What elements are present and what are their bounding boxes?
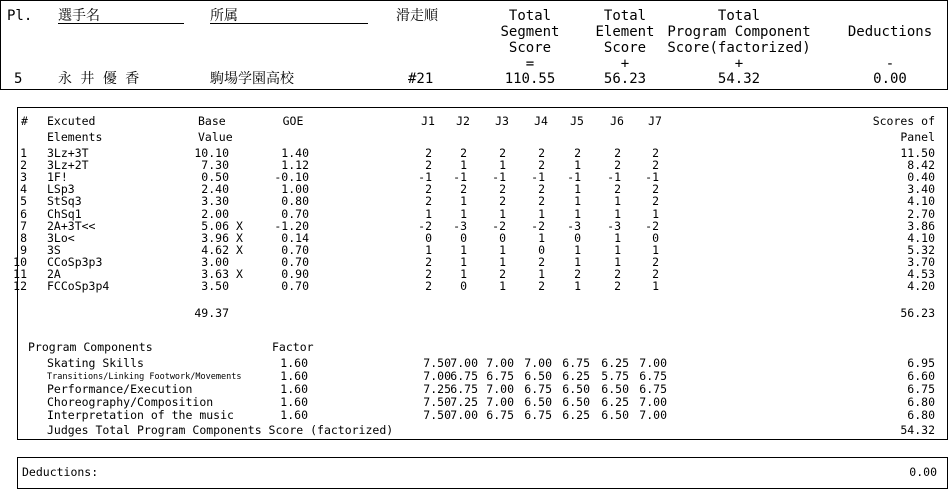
element-judge-score: 1 <box>652 206 659 221</box>
pcs-component-name: Performance/Execution <box>47 382 193 396</box>
skater-place: 5 <box>14 71 23 87</box>
element-num: 2 <box>20 158 27 173</box>
element-judge-score: 1 <box>499 242 506 257</box>
pcs-component-score: 6.60 <box>907 369 935 383</box>
element-code: 2A+3T<< <box>47 218 96 233</box>
element-judge-score: 1 <box>460 206 467 221</box>
element-judge-score: 2 <box>652 254 659 269</box>
col-judge-header: J2 <box>456 114 470 128</box>
element-judge-score: 2 <box>652 146 659 160</box>
element-bonus-mark: X <box>236 218 243 233</box>
element-judge-score: 1 <box>614 242 621 257</box>
pcs-judge-score: 7.50 <box>423 408 451 422</box>
col-base-header: Value <box>198 130 233 144</box>
pcs-component-score: 6.80 <box>907 395 935 409</box>
pcs-factor: 1.60 <box>280 356 308 370</box>
pcs-judge-score: 7.00 <box>423 369 451 383</box>
element-judge-score: 0 <box>425 230 432 245</box>
pcs-component-score: 6.95 <box>907 356 935 370</box>
element-judge-score: 2 <box>425 254 432 269</box>
element-code: FCCoSp3p4 <box>47 279 110 294</box>
element-num: 3 <box>20 170 27 185</box>
element-base-value: 3.50 <box>201 279 229 294</box>
total-element-score: 56.23 <box>603 71 647 87</box>
col-elem-header: Excuted <box>47 114 96 128</box>
pcs-factor: 1.60 <box>280 395 308 409</box>
pcs-judge-score: 7.00 <box>486 382 514 396</box>
header-name-label: 選手名 <box>58 9 184 24</box>
element-judge-score: -1 <box>645 170 659 185</box>
element-judge-score: -2 <box>418 218 432 233</box>
pcs-judge-score: 6.75 <box>450 382 478 396</box>
header-place-label: Pl. <box>7 8 33 24</box>
element-judge-score: 1 <box>574 194 581 209</box>
element-judge-score: 1 <box>460 254 467 269</box>
pcs-judge-score: 6.50 <box>562 395 590 409</box>
element-num: 7 <box>20 218 27 233</box>
element-code: 1F! <box>47 170 68 185</box>
header-ded-label: - <box>885 56 895 72</box>
element-panel-score: 4.53 <box>907 267 935 281</box>
element-judge-score: 1 <box>538 267 545 281</box>
element-base-value: 2.00 <box>201 206 229 221</box>
element-judge-score: 0 <box>499 230 506 245</box>
element-base-value: 3.96 <box>201 230 229 245</box>
element-base-value: 2.40 <box>201 182 229 197</box>
element-judge-score: -2 <box>492 218 506 233</box>
element-judge-score: -1 <box>531 170 545 185</box>
pcs-judge-score: 6.75 <box>639 382 667 396</box>
pcs-component-name: Transitions/Linking Footwork/Movements <box>47 372 242 382</box>
element-panel-score: 0.40 <box>907 170 935 185</box>
element-judge-score: 1 <box>425 206 432 221</box>
pcs-judge-score: 6.25 <box>601 356 629 370</box>
header-tes-label: Element <box>595 24 655 40</box>
col-judge-header: J7 <box>648 114 662 128</box>
element-judge-score: -2 <box>531 218 545 233</box>
element-goe: 0.70 <box>281 206 309 221</box>
element-judge-score: 2 <box>652 267 659 281</box>
element-judge-score: 2 <box>538 182 545 197</box>
element-judge-score: -1 <box>492 170 506 185</box>
element-panel-score: 2.70 <box>907 206 935 221</box>
element-judge-score: 2 <box>538 146 545 160</box>
element-judge-score: -1 <box>567 170 581 185</box>
element-judge-score: 2 <box>460 182 467 197</box>
element-panel-score: 11.50 <box>900 146 935 160</box>
pcs-judge-score: 6.25 <box>601 395 629 409</box>
element-code: 3Lz+3T <box>47 146 89 160</box>
element-judge-score: 2 <box>574 146 581 160</box>
col-judge-header: J4 <box>534 114 548 128</box>
element-judge-score: -3 <box>607 218 621 233</box>
total-segment-score: 110.55 <box>504 71 556 87</box>
element-judge-score: 2 <box>614 279 621 294</box>
element-judge-score: 2 <box>614 158 621 173</box>
element-judge-score: 1 <box>614 194 621 209</box>
element-judge-score: 1 <box>574 254 581 269</box>
pcs-component-score: 6.75 <box>907 382 935 396</box>
element-base-value: 7.30 <box>201 158 229 173</box>
pcs-judge-score: 6.25 <box>562 369 590 383</box>
element-code: 3Lz+2T <box>47 158 89 173</box>
element-base-value: 3.00 <box>201 254 229 269</box>
element-judge-score: 1 <box>652 242 659 257</box>
col-score-header: Scores of <box>872 114 935 128</box>
col-judge-header: J6 <box>610 114 624 128</box>
element-panel-score: 4.10 <box>907 230 935 245</box>
pcs-judge-score: 7.00 <box>524 356 552 370</box>
total-pcs-score: 54.32 <box>717 71 761 87</box>
pcs-judge-score: 7.25 <box>450 395 478 409</box>
element-judge-score: 2 <box>574 267 581 281</box>
element-bonus-mark: X <box>236 230 243 245</box>
element-panel-score: 3.70 <box>907 254 935 269</box>
element-base-value: 5.06 <box>201 218 229 233</box>
element-judge-score: -3 <box>453 218 467 233</box>
element-num: 10 <box>13 254 27 269</box>
element-base-value: 10.10 <box>194 146 229 160</box>
pcs-judge-score: 7.50 <box>423 356 451 370</box>
element-base-value: 0.50 <box>201 170 229 185</box>
element-judge-score: 2 <box>460 146 467 160</box>
pcs-judge-score: 7.50 <box>423 395 451 409</box>
pcs-judge-score: 6.75 <box>524 408 552 422</box>
element-judge-score: 2 <box>499 182 506 197</box>
element-judge-score: 1 <box>614 254 621 269</box>
element-num: 11 <box>13 267 27 281</box>
pcs-component-score: 6.80 <box>907 408 935 422</box>
header-pcs-label: Program Component <box>667 24 811 40</box>
pcs-factor: 1.60 <box>280 369 308 383</box>
header-club-label: 所属 <box>210 9 368 24</box>
element-judge-score: 1 <box>614 230 621 245</box>
element-judge-score: 2 <box>652 182 659 197</box>
header-pcs-label: + <box>734 56 744 72</box>
element-panel-score: 3.86 <box>907 218 935 233</box>
pcs-component-name: Interpretation of the music <box>47 408 234 422</box>
col-goe-header: GOE <box>282 114 304 128</box>
deductions-value: 0.00 <box>909 465 937 479</box>
skater-club: 駒場学園高校 <box>210 71 294 87</box>
deductions-panel <box>17 457 948 489</box>
element-judge-score: 2 <box>614 267 621 281</box>
element-judge-score: -1 <box>607 170 621 185</box>
element-judge-score: 2 <box>652 194 659 209</box>
element-base-value: 4.62 <box>201 242 229 257</box>
element-bonus-mark: X <box>236 267 243 281</box>
header-tss-label: Total <box>508 8 552 24</box>
pcs-judge-score: 6.75 <box>524 382 552 396</box>
element-judge-score: 2 <box>499 146 506 160</box>
col-judge-header: J3 <box>495 114 509 128</box>
element-goe: 0.70 <box>281 254 309 269</box>
deductions-label: Deductions: <box>22 465 99 479</box>
pcs-judge-score: 6.50 <box>601 382 629 396</box>
element-base-value: 3.30 <box>201 194 229 209</box>
header-tes-label: + <box>620 56 630 72</box>
element-goe: 0.14 <box>281 230 309 245</box>
element-judge-score: 1 <box>460 194 467 209</box>
element-judge-score: -1 <box>418 170 432 185</box>
header-ded-label: Deductions <box>847 24 933 40</box>
pcs-total-label: Judges Total Program Components Score (factorized) <box>47 423 394 437</box>
element-judge-score: 2 <box>425 279 432 294</box>
header-tss-label: Segment <box>500 24 560 40</box>
pcs-judge-score: 7.00 <box>450 408 478 422</box>
pcs-judge-score: 6.50 <box>524 395 552 409</box>
col-judge-header: J5 <box>570 114 584 128</box>
element-judge-score: 1 <box>499 206 506 221</box>
element-judge-score: 1 <box>574 242 581 257</box>
element-num: 1 <box>20 146 27 160</box>
element-num: 5 <box>20 194 27 209</box>
skater-name: 永 井 優 香 <box>58 71 140 87</box>
col-score-header: Panel <box>900 130 935 144</box>
col-judge-header: J1 <box>421 114 435 128</box>
element-goe: 0.90 <box>281 267 309 281</box>
element-judge-score: 2 <box>425 146 432 160</box>
element-judge-score: 2 <box>652 158 659 173</box>
pcs-component-name: Choreography/Composition <box>47 395 214 409</box>
element-judge-score: 0 <box>652 230 659 245</box>
element-score-total: 56.23 <box>900 306 935 320</box>
element-judge-score: 0 <box>574 230 581 245</box>
element-judge-score: 1 <box>652 279 659 294</box>
element-code: CCoSp3p3 <box>47 254 103 269</box>
element-judge-score: 1 <box>574 279 581 294</box>
element-judge-score: 2 <box>425 158 432 173</box>
element-judge-score: 2 <box>425 194 432 209</box>
element-panel-score: 8.42 <box>907 158 935 173</box>
element-judge-score: 1 <box>460 242 467 257</box>
element-num: 8 <box>20 230 27 245</box>
element-num: 4 <box>20 182 27 197</box>
element-goe: 1.40 <box>281 146 309 160</box>
col-elem-header: Elements <box>47 130 103 144</box>
pcs-component-name: Skating Skills <box>47 356 144 370</box>
element-judge-score: 2 <box>425 182 432 197</box>
header-order-label: 滑走順 <box>396 8 438 24</box>
element-judge-score: 1 <box>499 279 506 294</box>
pcs-judge-score: 6.50 <box>601 408 629 422</box>
element-judge-score: -1 <box>453 170 467 185</box>
element-bonus-mark: X <box>236 242 243 257</box>
element-judge-score: 1 <box>614 206 621 221</box>
pcs-judge-score: 7.00 <box>639 356 667 370</box>
element-judge-score: 0 <box>538 242 545 257</box>
element-judge-score: 1 <box>499 158 506 173</box>
pcs-factor: 1.60 <box>280 382 308 396</box>
element-judge-score: 1 <box>574 158 581 173</box>
element-code: 2A <box>47 267 61 281</box>
element-judge-score: 2 <box>614 146 621 160</box>
pcs-judge-score: 7.00 <box>486 395 514 409</box>
element-judge-score: 2 <box>538 158 545 173</box>
element-judge-score: -3 <box>567 218 581 233</box>
pcs-judge-score: 6.50 <box>562 382 590 396</box>
element-goe: 1.12 <box>281 158 309 173</box>
element-panel-score: 4.20 <box>907 279 935 294</box>
pcs-judge-score: 6.50 <box>524 369 552 383</box>
pcs-factor-label: Factor <box>272 340 314 354</box>
element-panel-score: 5.32 <box>907 242 935 257</box>
pcs-judge-score: 6.75 <box>450 369 478 383</box>
element-num: 6 <box>20 206 27 221</box>
pcs-judge-score: 6.75 <box>486 369 514 383</box>
element-judge-score: 1 <box>460 158 467 173</box>
pcs-judge-score: 6.75 <box>486 408 514 422</box>
element-judge-score: 2 <box>499 267 506 281</box>
element-panel-score: 3.40 <box>907 182 935 197</box>
element-judge-score: 1 <box>425 242 432 257</box>
col-num-header: # <box>21 114 28 128</box>
header-tss-label: = <box>525 56 535 72</box>
col-base-header: Base <box>198 114 226 128</box>
element-code: 3Lo< <box>47 230 75 245</box>
element-num: 9 <box>20 242 27 257</box>
element-goe: 0.70 <box>281 242 309 257</box>
element-code: LSp3 <box>47 182 75 197</box>
element-panel-score: 4.10 <box>907 194 935 209</box>
element-code: StSq3 <box>47 194 82 209</box>
header-pcs-label: Score(factorized) <box>667 40 811 56</box>
start-order: #21 <box>408 71 434 87</box>
element-num: 12 <box>13 279 27 294</box>
element-judge-score: 2 <box>538 279 545 294</box>
element-judge-score: 2 <box>425 267 432 281</box>
pcs-total: 54.32 <box>900 423 935 437</box>
header-tes-label: Total <box>603 8 647 24</box>
element-judge-score: 0 <box>460 230 467 245</box>
pcs-judge-score: 5.75 <box>601 369 629 383</box>
pcs-judge-score: 7.00 <box>486 356 514 370</box>
header-pcs-label: Total <box>717 8 761 24</box>
element-judge-score: 1 <box>538 230 545 245</box>
element-judge-score: 2 <box>538 194 545 209</box>
pcs-factor: 1.60 <box>280 408 308 422</box>
element-judge-score: -2 <box>645 218 659 233</box>
element-base-value: 3.63 <box>201 267 229 281</box>
element-goe: -1.20 <box>274 218 309 233</box>
element-goe: 0.80 <box>281 194 309 209</box>
element-judge-score: 1 <box>574 182 581 197</box>
pcs-judge-score: 6.75 <box>639 369 667 383</box>
element-goe: -0.10 <box>274 170 309 185</box>
pcs-judge-score: 7.25 <box>423 382 451 396</box>
pcs-judge-score: 7.00 <box>639 395 667 409</box>
element-judge-score: 1 <box>538 206 545 221</box>
element-judge-score: 0 <box>460 279 467 294</box>
header-tss-label: Score <box>508 40 552 56</box>
header-tes-label: Score <box>603 40 647 56</box>
pcs-judge-score: 6.75 <box>562 356 590 370</box>
element-goe: 1.00 <box>281 182 309 197</box>
total-deductions: 0.00 <box>873 71 907 87</box>
element-judge-score: 2 <box>614 182 621 197</box>
element-judge-score: 1 <box>499 254 506 269</box>
element-judge-score: 1 <box>574 206 581 221</box>
element-judge-score: 2 <box>538 254 545 269</box>
pcs-judge-score: 7.00 <box>450 356 478 370</box>
pcs-judge-score: 6.25 <box>562 408 590 422</box>
element-goe: 0.70 <box>281 279 309 294</box>
pcs-judge-score: 7.00 <box>639 408 667 422</box>
element-judge-score: 1 <box>460 267 467 281</box>
element-code: ChSq1 <box>47 206 82 221</box>
element-judge-score: 2 <box>499 194 506 209</box>
element-code: 3S <box>47 242 61 257</box>
base-value-total: 49.37 <box>194 306 229 320</box>
pcs-title: Program Components <box>28 340 153 354</box>
